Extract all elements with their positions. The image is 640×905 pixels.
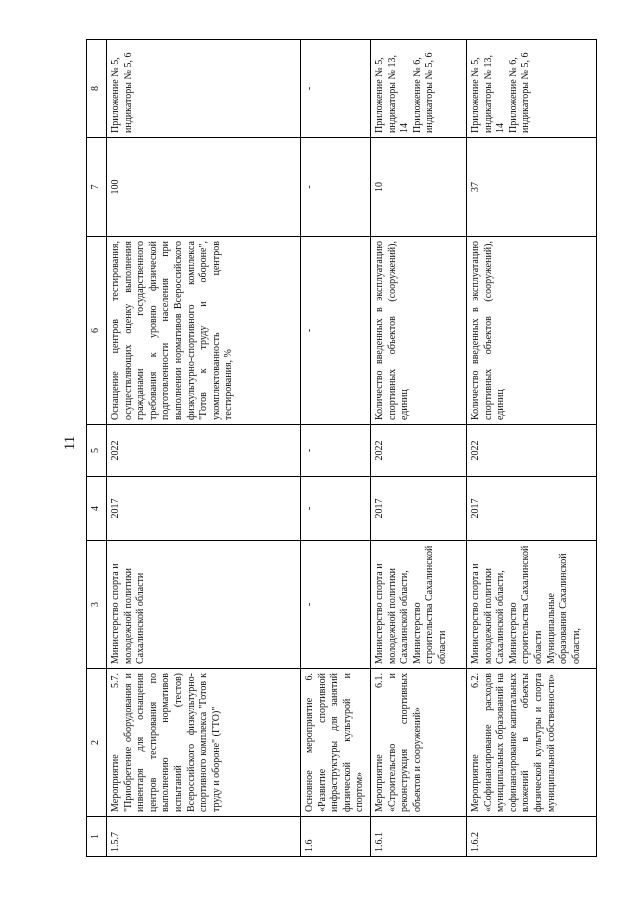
- header-cell: 8: [87, 40, 107, 138]
- table-row: [466, 40, 596, 857]
- end-year: 2022: [466, 425, 596, 477]
- start-year: 2017: [370, 477, 466, 541]
- header-cell: 5: [87, 425, 107, 477]
- header-cell: 4: [87, 477, 107, 541]
- indicator-link: Приложение № 5, индикаторы № 13, 14 Приложение № 6, индикаторы № 5, 6: [466, 40, 596, 138]
- activity-name: Мероприятие 6.2. «Софинансирование расходов муниципальных образований на софинансирование капитальных вложений в объекты физической культуры и спорта муниципальной собственности»: [466, 669, 596, 817]
- table-row: [107, 40, 301, 857]
- executor: Министерство спорта и молодежной политики Сахалинской области, Министерство строительства Сахалинской области Муниципальные образования Сахалинской области,: [466, 541, 596, 669]
- indicator-link: Приложение № 5, индикаторы № 5, 6: [107, 40, 301, 138]
- page-number: 11: [62, 435, 78, 451]
- row-number: 1.5.7: [107, 817, 301, 857]
- table-row: [301, 40, 371, 857]
- target-value: -: [301, 138, 371, 237]
- executor: Министерство спорта и молодежной политики Сахалинской области: [107, 541, 301, 669]
- table-row: [370, 40, 466, 857]
- header-cell: 7: [87, 138, 107, 237]
- header-cell: 2: [87, 669, 107, 817]
- indicator: Оснащение центров тестирования, осуществляющих оценку выполнения гражданами государственного требования к уровню физической подготовленности населения при выполнении нормативов Всероссийского физкультурно-спортивного комплекса "Готов к труду и обороне", укомплектованность центров тестирования, %: [107, 237, 301, 425]
- indicator-link: Приложение № 5, индикаторы № 13, 14 Приложение № 6, индикаторы № 5, 6: [370, 40, 466, 138]
- header-cell: 3: [87, 541, 107, 669]
- indicator: Количество введенных в эксплуатацию спортивных объектов (сооружений), единиц: [466, 237, 596, 425]
- end-year: 2022: [107, 425, 301, 477]
- activity-name: Мероприятие 5.7. "Приобретение оборудования и инвентаря для оснащения центров тестирования по выполнению нормативов испытаний (тестов) Всероссийского физкультурно-спортивного комплекса "Готов к труду и обороне" (ГТО)": [107, 669, 301, 817]
- target-value: 10: [370, 138, 466, 237]
- end-year: -: [301, 425, 371, 477]
- target-value: 37: [466, 138, 596, 237]
- header-row: [87, 40, 107, 857]
- activity-name: Основное мероприятие 6. «Развитие спортивной инфраструктуры для занятий физической культурой и спортом»: [301, 669, 371, 817]
- indicator: Количество введенных в эксплуатацию спортивных объектов (сооружений), единиц: [370, 237, 466, 425]
- row-number: 1.6.2: [466, 817, 596, 857]
- executor: Министерство спорта и молодежной политики Сахалинской области, Министерство строительства Сахалинской области: [370, 541, 466, 669]
- executor: -: [301, 541, 371, 669]
- end-year: 2022: [370, 425, 466, 477]
- indicator: -: [301, 237, 371, 425]
- start-year: 2017: [466, 477, 596, 541]
- header-cell: 1: [87, 817, 107, 857]
- start-year: -: [301, 477, 371, 541]
- header-cell: 6: [87, 237, 107, 425]
- activity-name: Мероприятие 6.1. «Строительство и реконструкция спортивных объектов и сооружений»: [370, 669, 466, 817]
- target-value: 100: [107, 138, 301, 237]
- row-number: 1.6: [301, 817, 371, 857]
- program-table: [86, 39, 597, 857]
- indicator-link: -: [301, 40, 371, 138]
- start-year: 2017: [107, 477, 301, 541]
- row-number: 1.6.1: [370, 817, 466, 857]
